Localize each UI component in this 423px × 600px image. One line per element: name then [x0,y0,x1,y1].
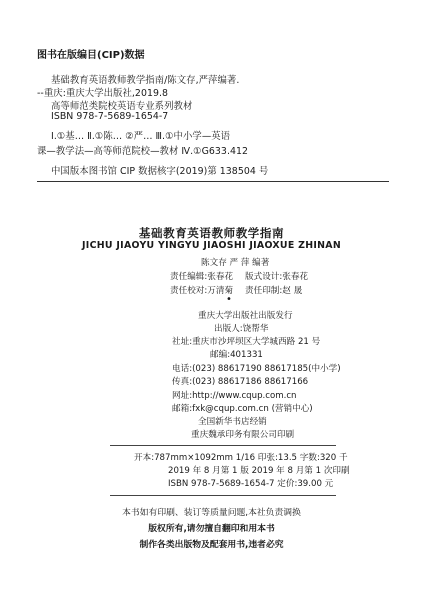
publisher-address: 社址:重庆市沙坪坝区大学城西路 21 号 [172,337,321,347]
copyright-notice: 版权所有,请勿擅自翻印和用本书 [148,524,275,534]
book-title-pinyin: JICHU JIAOYU YINGYU JIAOSHI JIAOXUE ZHINAN [82,240,341,251]
cip-library-line: 中国版本图书馆 CIP 数据核字(2019)第 138504 号 [51,166,269,177]
cip-heading: 图书在版编目(CIP)数据 [37,50,145,61]
publisher-owner: 出版人:饶帮华 [214,324,269,334]
responsible-editor: 责任编辑:张春花 [170,272,234,282]
publisher-email: 邮箱:fxk@cqup.com.cn (营销中心) [172,404,313,414]
printer-note: 重庆魏承印务有限公司印刷 [191,430,295,440]
cip-line-title: 基础教育英语教师教学指南/陈文存,严萍编著. [51,75,240,86]
cip-line-series: 高等师范类院校英语专业系列教材 [51,101,193,112]
infringement-notice: 制作各类出版物及配套用书,违者必究 [139,540,284,550]
format-specs: 开本:787mm×1092mm 1/16 印张:13.5 字数:320 千 [134,453,348,463]
cip-line-publisher: --重庆:重庆大学出版社,2019.8 [37,88,169,99]
responsible-printing: 责任印制:赵 晟 [245,286,303,296]
cip-line-isbn: ISBN 978-7-5689-1654-7 [51,111,169,122]
publisher-postcode: 邮编:401331 [210,350,263,360]
publisher-phone: 电话:(023) 88617190 88617185(中小学) [172,364,341,374]
isbn-price: ISBN 978-7-5689-1654-7 定价:39.00 元 [168,479,334,489]
cip-divider [37,181,389,182]
separator-dot: • [226,294,232,305]
edition-info: 2019 年 8 月第 1 版 2019 年 8 月第 1 次印刷 [168,466,350,476]
cip-line-subjects: Ⅰ.①基… Ⅱ.①陈… ②严… Ⅲ.①中小学—英语 [51,131,231,142]
book-authors: 陈文存 严 萍 编著 [201,258,270,268]
quality-notice: 本书如有印刷、装订等质量问题,本社负责调换 [122,508,301,518]
specs-top-rule [110,445,336,446]
specs-bottom-rule [110,495,336,496]
publisher-website: 网址:http://www.cqup.com.cn [172,391,297,401]
distribution-note: 全国新华书店经销 [198,417,267,427]
cip-line-classification: 课—教学法—高等师范院校—教材 Ⅳ.①G633.412 [37,146,249,157]
layout-designer: 版式设计:张春花 [245,272,309,282]
responsible-proofreader: 责任校对:万清菊 [170,286,234,296]
publisher-fax: 传真:(023) 88617186 88617166 [172,377,309,387]
publisher-issue: 重庆大学出版社出版发行 [198,311,293,321]
book-title: 基础教育英语教师教学指南 [138,226,285,240]
